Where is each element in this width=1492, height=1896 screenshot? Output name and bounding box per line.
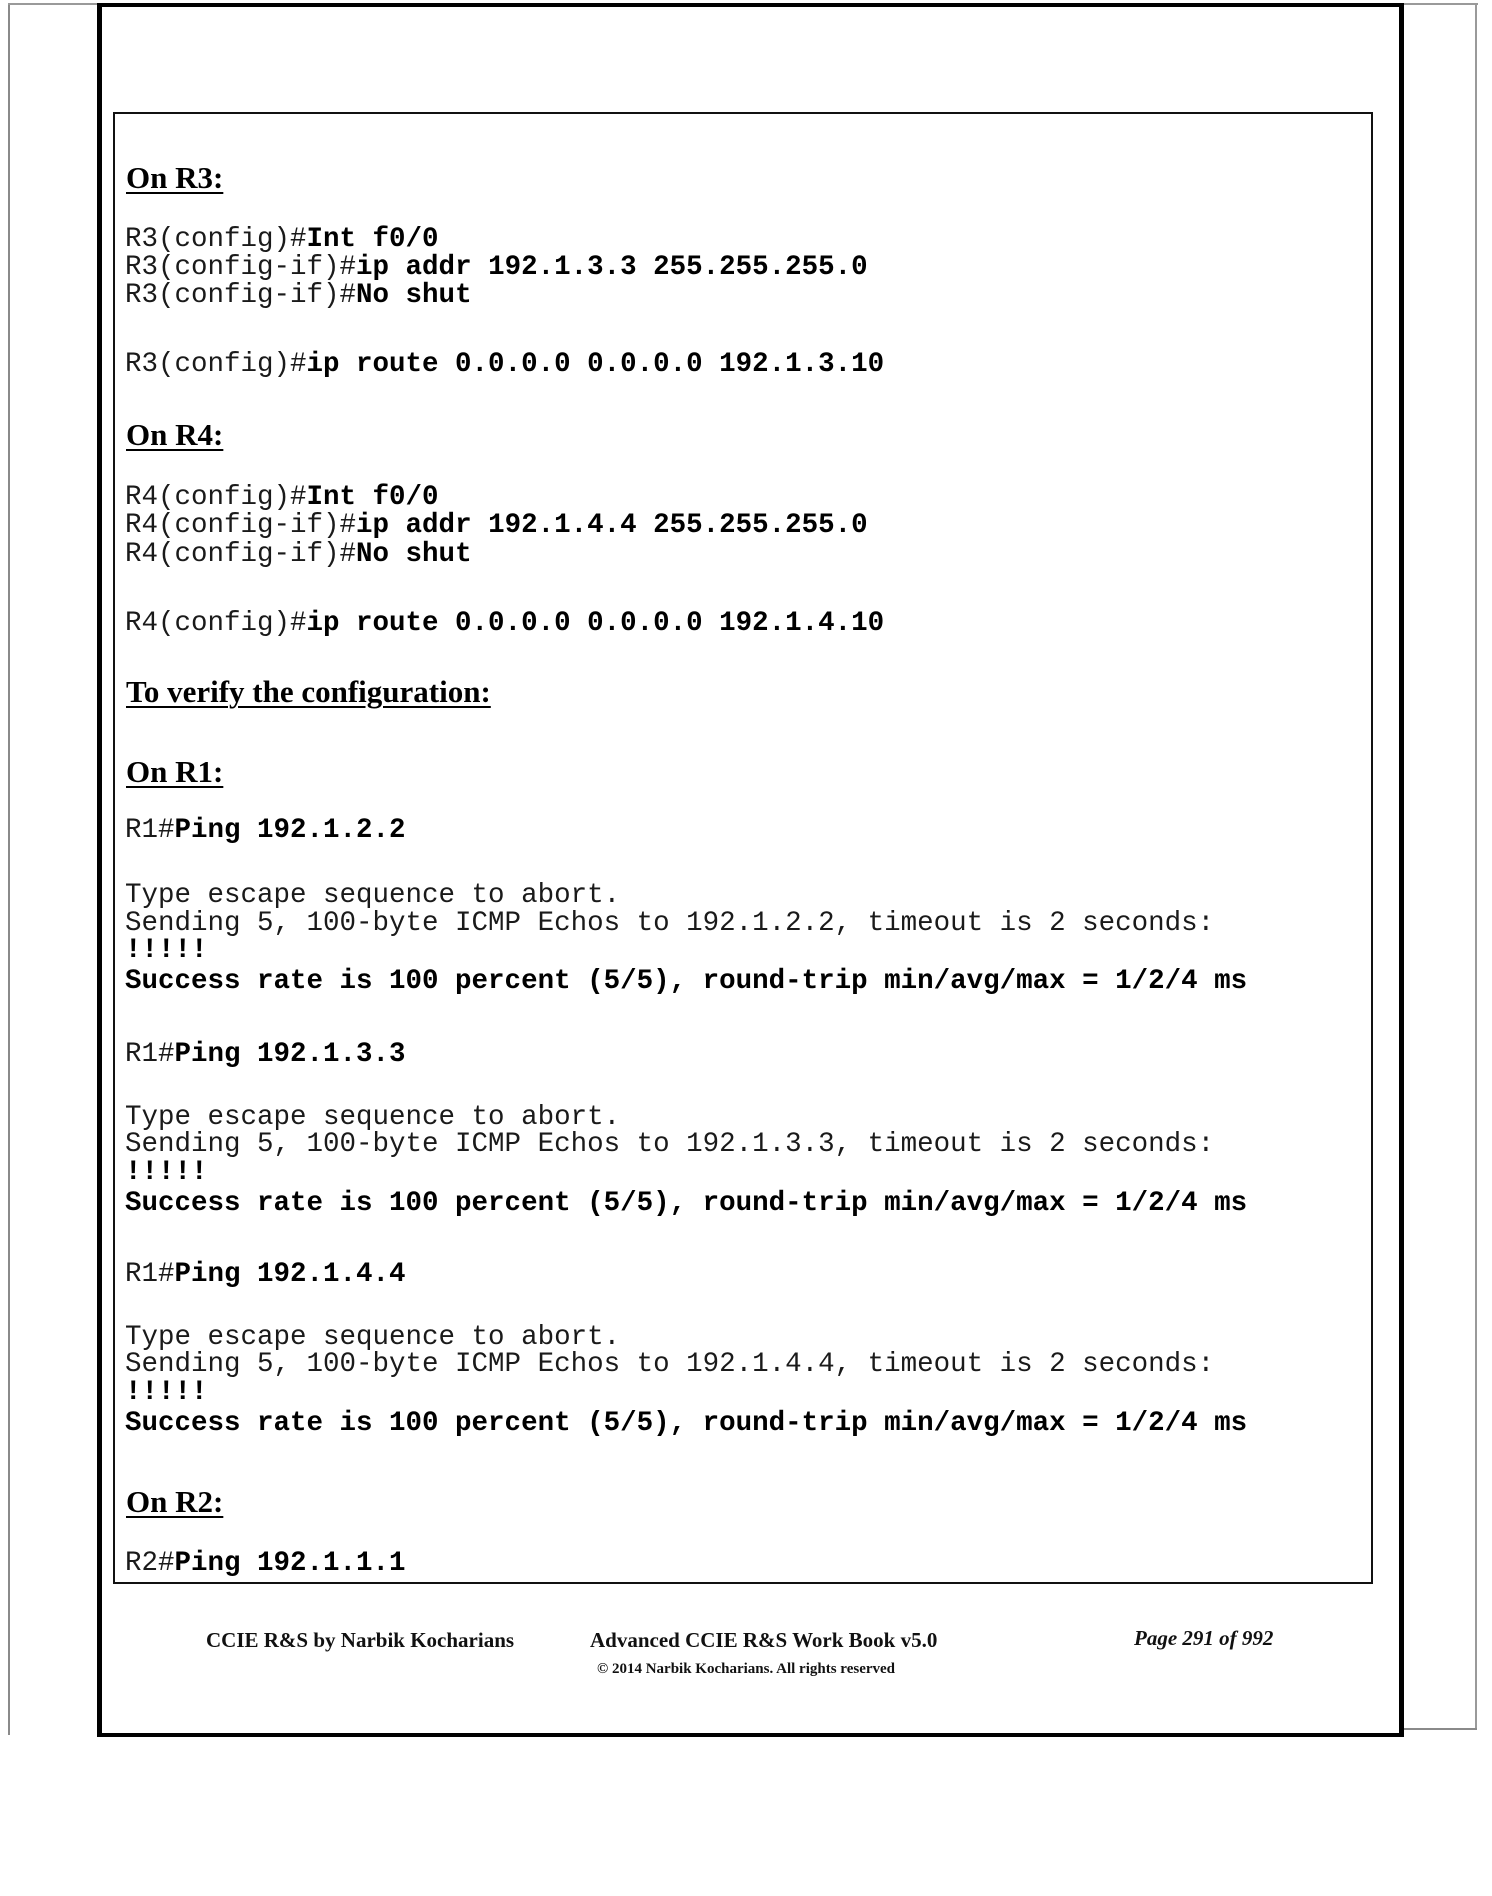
footer-author: CCIE R&S by Narbik Kocharians xyxy=(206,1628,515,1652)
section-heading-r1: On R1: xyxy=(126,754,224,789)
ping-command xyxy=(125,1261,406,1289)
prompt: R3(config)# xyxy=(125,349,307,380)
ping-result xyxy=(125,1190,1247,1218)
command: Ping 192.1.2.2 xyxy=(174,815,406,846)
command: ip addr 192.1.4.4 255.255.255.0 xyxy=(356,510,868,541)
ping-command xyxy=(125,817,406,845)
ping-result xyxy=(125,1410,1247,1438)
command: Ping 192.1.1.1 xyxy=(174,1548,406,1579)
ping-command xyxy=(125,1041,406,1069)
prompt: R3(config-if)# xyxy=(125,280,357,311)
command: No shut xyxy=(356,280,472,311)
ping-abort-text: Type escape sequence to abort. xyxy=(125,1322,621,1353)
ping-marks xyxy=(125,1159,208,1187)
prompt: R3(config-if)# xyxy=(125,252,357,283)
footer-copyright: © 2014 Narbik Kocharians. All rights reserved xyxy=(597,1661,896,1677)
ping-sending-text: Sending 5, 100-byte ICMP Echos to 192.1.2.2, timeout is 2 seconds: xyxy=(125,908,1215,939)
ping-abort-text: Type escape sequence to abort. xyxy=(125,880,621,911)
footer-page-number: Page 291 of 992 xyxy=(1134,1626,1274,1650)
scan-edge-line-right xyxy=(1475,3,1477,1730)
prompt: R4(config-if)# xyxy=(125,539,357,570)
prompt: R4(config)# xyxy=(125,608,307,639)
command: Int f0/0 xyxy=(306,224,439,255)
config-line xyxy=(125,254,868,282)
config-line xyxy=(125,282,472,310)
ping-marks xyxy=(125,1379,208,1407)
command: No shut xyxy=(356,539,472,570)
ping-sending-text: Sending 5, 100-byte ICMP Echos to 192.1.3.3, timeout is 2 seconds: xyxy=(125,1129,1215,1160)
config-line xyxy=(125,351,884,379)
prompt: R3(config)# xyxy=(125,224,307,255)
prompt: R4(config)# xyxy=(125,482,307,513)
prompt: R2# xyxy=(125,1548,175,1579)
command: ip addr 192.1.3.3 255.255.255.0 xyxy=(356,252,868,283)
prompt: R1# xyxy=(125,815,175,846)
ping-success-marks: !!!!! xyxy=(125,935,208,966)
config-line xyxy=(125,484,439,512)
section-heading-verify: To verify the configuration: xyxy=(126,674,491,709)
prompt: R1# xyxy=(125,1259,175,1290)
ping-result xyxy=(125,968,1247,996)
config-line xyxy=(125,541,472,569)
prompt: R1# xyxy=(125,1039,175,1070)
ping-command xyxy=(125,1550,406,1578)
config-line xyxy=(125,226,439,254)
ping-abort-text: Type escape sequence to abort. xyxy=(125,1102,621,1133)
command: ip route 0.0.0.0 0.0.0.0 192.1.4.10 xyxy=(306,608,885,639)
prompt: R4(config-if)# xyxy=(125,510,357,541)
command: Int f0/0 xyxy=(306,482,439,513)
ping-result-text: Success rate is 100 percent (5/5), round-trip min/avg/max = 1/2/4 ms xyxy=(125,966,1248,997)
scan-edge-line-bottom xyxy=(1399,1728,1477,1730)
ping-success-marks: !!!!! xyxy=(125,1377,208,1408)
scan-edge-line-left xyxy=(8,3,10,1735)
config-line xyxy=(125,512,868,540)
ping-sending-text: Sending 5, 100-byte ICMP Echos to 192.1.4.4, timeout is 2 seconds: xyxy=(125,1349,1215,1380)
section-heading-r2: On R2: xyxy=(126,1484,224,1519)
ping-result-text: Success rate is 100 percent (5/5), round-trip min/avg/max = 1/2/4 ms xyxy=(125,1188,1248,1219)
section-heading-r4: On R4: xyxy=(126,417,224,452)
section-heading-r3: On R3: xyxy=(126,160,224,195)
ping-result-text: Success rate is 100 percent (5/5), round-trip min/avg/max = 1/2/4 ms xyxy=(125,1408,1248,1439)
config-line xyxy=(125,610,884,638)
footer-book-title: Advanced CCIE R&S Work Book v5.0 xyxy=(590,1628,938,1652)
command: ip route 0.0.0.0 0.0.0.0 192.1.3.10 xyxy=(306,349,885,380)
ping-marks xyxy=(125,937,208,965)
command: Ping 192.1.3.3 xyxy=(174,1039,406,1070)
command: Ping 192.1.4.4 xyxy=(174,1259,406,1290)
ping-success-marks: !!!!! xyxy=(125,1157,208,1188)
